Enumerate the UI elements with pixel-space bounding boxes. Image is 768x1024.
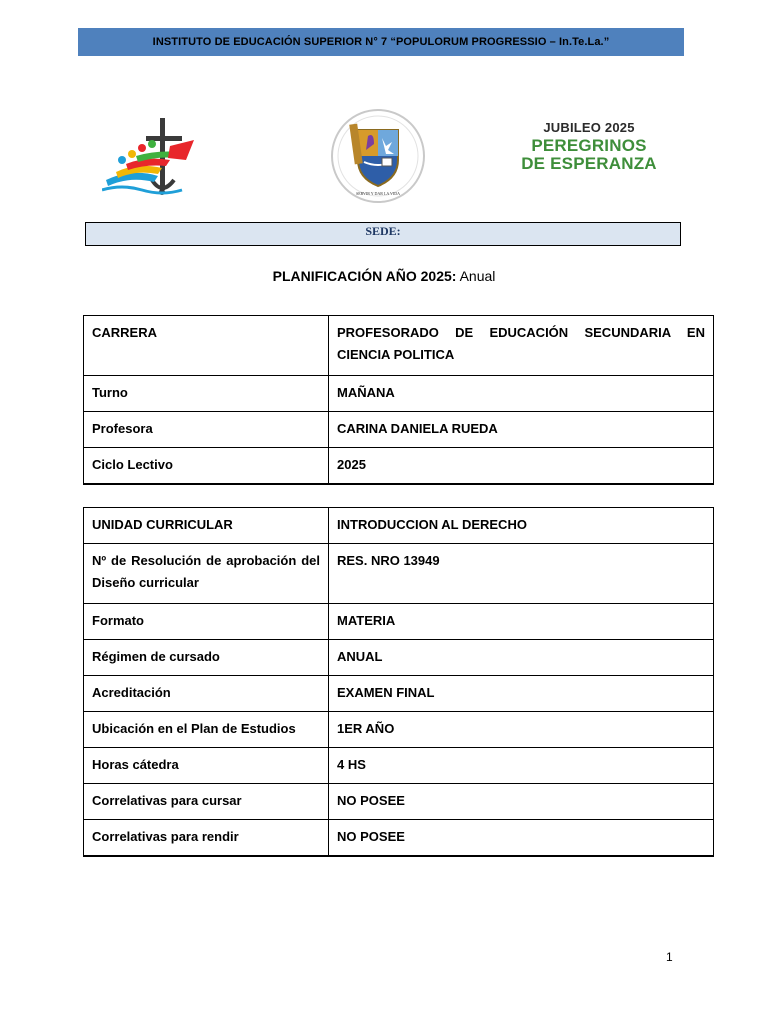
institute-crest-logo bbox=[330, 108, 426, 204]
row-label: Nº de Resolución de aprobación del Diseño curricular bbox=[84, 544, 329, 604]
row-label: Correlativas para rendir bbox=[84, 820, 329, 856]
table-row bbox=[84, 448, 714, 484]
row-value: RES. NRO 13949 bbox=[329, 544, 714, 604]
jubileo-year: JUBILEO 2025 bbox=[543, 120, 635, 135]
row-value: CARINA DANIELA RUEDA bbox=[329, 412, 714, 448]
row-value: NO POSEE bbox=[329, 820, 714, 856]
jubileo-line-1: PEREGRINOS bbox=[531, 136, 647, 155]
page-number: 1 bbox=[666, 950, 673, 964]
row-value: EXAMEN FINAL bbox=[329, 676, 714, 712]
row-label: CARRERA bbox=[84, 316, 329, 376]
row-label: UNIDAD CURRICULAR bbox=[84, 508, 329, 544]
institute-header-text: INSTITUTO DE EDUCACIÓN SUPERIOR N° 7 “POPULORUM PROGRESSIO – In.Te.La.” bbox=[152, 36, 610, 48]
row-label: Régimen de cursado bbox=[84, 640, 329, 676]
career-info-table bbox=[83, 315, 714, 485]
jubileo-logo bbox=[514, 120, 664, 190]
row-value: MATERIA bbox=[329, 604, 714, 640]
table-row bbox=[84, 676, 714, 712]
jubileo-line-2: DE ESPERANZA bbox=[521, 154, 657, 173]
row-label: Turno bbox=[84, 376, 329, 412]
row-label: Correlativas para cursar bbox=[84, 784, 329, 820]
table-row bbox=[84, 604, 714, 640]
curricular-unit-table bbox=[83, 507, 714, 857]
row-label: Ubicación en el Plan de Estudios bbox=[84, 712, 329, 748]
table-row bbox=[84, 412, 714, 448]
row-value: ANUAL bbox=[329, 640, 714, 676]
table-row bbox=[84, 376, 714, 412]
table-row bbox=[84, 316, 714, 376]
table-row bbox=[84, 748, 714, 784]
plan-title-label: PLANIFICACIÓN AÑO 2025: bbox=[272, 268, 457, 284]
row-label: Ciclo Lectivo bbox=[84, 448, 329, 484]
logo-banner bbox=[94, 104, 680, 208]
row-label: Profesora bbox=[84, 412, 329, 448]
table-row bbox=[84, 784, 714, 820]
table-row bbox=[84, 820, 714, 856]
row-value: NO POSEE bbox=[329, 784, 714, 820]
row-value: INTRODUCCION AL DERECHO bbox=[329, 508, 714, 544]
row-value: 4 HS bbox=[329, 748, 714, 784]
row-value: 1ER AÑO bbox=[329, 712, 714, 748]
table-row bbox=[84, 712, 714, 748]
cross-anchor-boat-logo bbox=[102, 110, 202, 202]
row-label: Formato bbox=[84, 604, 329, 640]
row-value: 2025 bbox=[329, 448, 714, 484]
row-value: PROFESORADO DE EDUCACIÓN SECUNDARIA EN CIENCIA POLITICA bbox=[329, 316, 714, 376]
table-row bbox=[84, 544, 714, 604]
sede-label: SEDE: bbox=[365, 224, 401, 238]
row-label: Acreditación bbox=[84, 676, 329, 712]
plan-title bbox=[0, 268, 768, 284]
row-value: MAÑANA bbox=[329, 376, 714, 412]
institute-header bbox=[78, 28, 684, 56]
table-row bbox=[84, 640, 714, 676]
crest-motto: SERVIR Y DAR LA VIDA bbox=[356, 191, 400, 196]
plan-period: Anual bbox=[459, 268, 496, 284]
row-label: Horas cátedra bbox=[84, 748, 329, 784]
sede-field bbox=[85, 222, 681, 246]
table-row bbox=[84, 508, 714, 544]
